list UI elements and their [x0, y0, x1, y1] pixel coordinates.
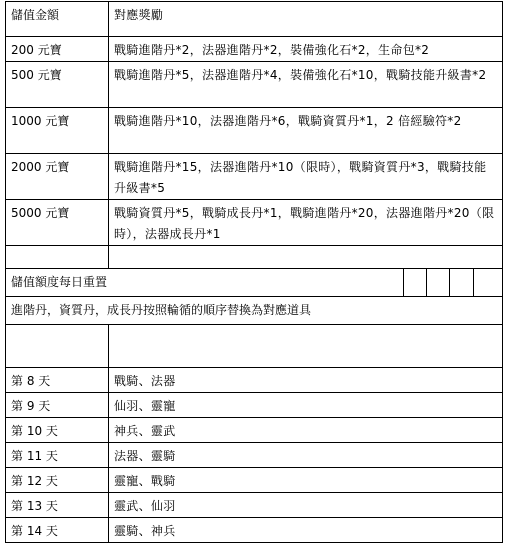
table-row [6, 468, 503, 493]
empty-cell [6, 246, 109, 269]
day-cell: 第 10 天 [6, 418, 109, 443]
reward-table [5, 1, 503, 543]
header-amount: 儲值金額 [6, 2, 109, 37]
table-row [6, 443, 503, 468]
note-daily-reset: 儲值額度每日重置 [6, 269, 404, 297]
day-cell: 第 13 天 [6, 493, 109, 518]
table-row [6, 418, 503, 443]
day-items-cell: 戰騎、法器 [109, 368, 503, 393]
day-items-cell: 靈武、仙羽 [109, 493, 503, 518]
empty-cell [404, 269, 427, 297]
empty-cell [109, 246, 503, 269]
reward-cell: 戰騎資質丹*5，戰騎成長丹*1，戰騎進階丹*20，法器進階丹*20（限時），法器成長丹*1 [109, 200, 503, 246]
day-items-cell: 仙羽、靈寵 [109, 393, 503, 418]
empty-cell [474, 269, 503, 297]
reward-cell: 戰騎進階丹*5，法器進階丹*4，裝備強化石*10，戰騎技能升級書*2 [109, 62, 503, 108]
day-items-cell: 靈寵、戰騎 [109, 468, 503, 493]
empty-cell [427, 269, 450, 297]
amount-cell: 200 元寶 [6, 37, 109, 62]
empty-cell [6, 325, 109, 368]
empty-row [6, 325, 503, 368]
day-cell: 第 12 天 [6, 468, 109, 493]
note-row [6, 269, 503, 297]
day-cell: 第 8 天 [6, 368, 109, 393]
amount-cell: 5000 元寶 [6, 200, 109, 246]
day-cell: 第 14 天 [6, 518, 109, 543]
header-reward: 對應獎勵 [109, 2, 503, 37]
day-items-cell: 神兵、靈武 [109, 418, 503, 443]
amount-cell: 2000 元寶 [6, 154, 109, 200]
day-cell: 第 11 天 [6, 443, 109, 468]
table-row [6, 154, 503, 200]
note-row [6, 297, 503, 325]
day-cell: 第 9 天 [6, 393, 109, 418]
note-rotation: 進階丹，資質丹，成長丹按照輪循的順序替換為對應道具 [6, 297, 503, 325]
empty-row [6, 246, 503, 269]
table-row [6, 368, 503, 393]
amount-cell: 500 元寶 [6, 62, 109, 108]
reward-cell: 戰騎進階丹*10，法器進階丹*6，戰騎資質丹*1，2 倍經驗符*2 [109, 108, 503, 154]
reward-cell: 戰騎進階丹*15，法器進階丹*10（限時），戰騎資質丹*3，戰騎技能升級書*5 [109, 154, 503, 200]
empty-cell [450, 269, 474, 297]
amount-cell: 1000 元寶 [6, 108, 109, 154]
empty-cell [109, 325, 503, 368]
day-items-cell: 靈騎、神兵 [109, 518, 503, 543]
table-row [6, 493, 503, 518]
table-row [6, 518, 503, 543]
table-row [6, 200, 503, 246]
table-row [6, 37, 503, 62]
table-row [6, 108, 503, 154]
table-row [6, 393, 503, 418]
reward-cell: 戰騎進階丹*2，法器進階丹*2，裝備強化石*2，生命包*2 [109, 37, 503, 62]
day-items-cell: 法器、靈騎 [109, 443, 503, 468]
table-header-row [6, 2, 503, 37]
table-row [6, 62, 503, 108]
